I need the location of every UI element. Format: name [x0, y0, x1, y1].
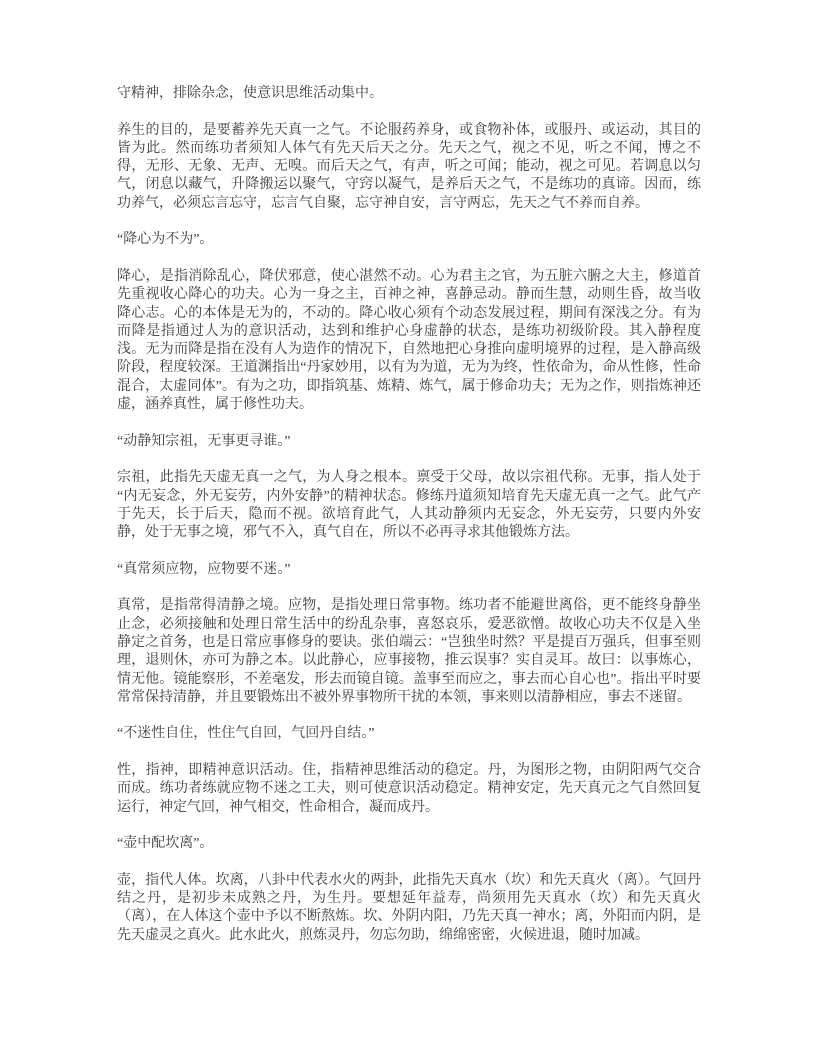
paragraph: 宗祖，此指先天虚无真一之气，为人身之根本。禀受于父母，故以宗祖代称。无事，指人处于“内无妄念，外无妄劳，内外安静”的精神状态。修练丹道须知培育先天虚无真一之气。此气产于先天，长于后天，隐而不视。欲培育此气，人其动静须内无妄念，外无妄劳，只要内外安静，处于无事之境，邪气不入，真气自在，所以不必再寻求其他锻炼方法。 — [117, 470, 701, 541]
paragraph: 壶，指代人体。坎离，八卦中代表水火的两卦，此指先天真水（坎）和先天真火（离）。气回丹结之丹，是初步未成熟之丹，为生丹。要想延年益寿，尚须用先天真水（坎）和先天真火（离），在人体这个壶中予以不断熬炼。坎、外阴内阳，乃先天真一神水；离，外阳而内阴，是先天虚灵之真火。此水此火，煎炼灵丹，勿忘勿助，绵绵密密，火候进退，随时加减。 — [117, 872, 701, 943]
paragraph: 真常，是指常得清静之境。应物，是指处理日常事物。练功者不能避世离俗，更不能终身静坐止念，必须接触和处理日常生活中的纷乱杂事，喜怒哀乐，爱恶欲憎。故收心功夫不仅是入坐静定之首务，也是日常应事修身的要诀。张伯端云：“岂独坐时然？平是提百万强兵，但事至则理，退则休，亦可为静之本。以此静心，应事接物，推云误事？实自灵耳。故曰：以事炼心，情无他。镜能察形，不差毫发，形去而镜自镜。盖事至而应之，事去而心自心也”。指出平时要常常保持清静，并且要锻炼出不被外界事物所干扰的本领，事来则以清静相应，事去不迷留。 — [117, 598, 701, 705]
quote-heading: “动静知宗祖，无事更寻谁。” — [117, 433, 291, 449]
quote-heading: “真常须应物，应物要不迷。” — [117, 561, 291, 577]
quote-heading: “壶中配坎离”。 — [117, 836, 214, 852]
paragraph: 性，指神，即精神意识活动。住，指精神思维活动的稳定。丹，为图形之物，由阴阳两气交合而成。练功者练就应物不迷之工夫，则可使意识活动稳定。精神安定，先天真元之气自然回复运行，神定气回，神气相交，性命相合，凝而成丹。 — [117, 762, 701, 815]
paragraph: 降心，是指消除乱心，降伏邪意，使心湛然不动。心为君主之官，为五脏六腑之大主，修道首先重视收心降心的功夫。心为一身之主，百神之神，喜静忌动。静而生慧，动则生昏，故当收降心志。心的本体是无为的，不动的。降心收心须有个动态发展过程，期间有深浅之分。有为而降是指通过人为的意识活动，达到和维护心身虚静的状态，是练功初级阶段。其入静程度浅。无为而降是指在没有人为造作的情况下，自然地把心身推向虚明境界的过程，是入静高级阶段，程度较深。王道渊指出“丹家妙用，以有为为道，无为为终，性依命为，命从性修，性命混合，太虚同体”。有为之功，即指筑基、炼精、炼气，属于修命功夫；无为之作，则指炼神还虚，涵养真性，属于修性功夫。 — [117, 268, 701, 413]
text-content — [117, 85, 701, 945]
paragraph: 守精神，排除杂念，使意识思维活动集中。 — [117, 86, 383, 101]
quote-heading: “不迷性自住，性住气自回，气回丹自结。” — [117, 726, 375, 742]
quote-heading: “降心为不为”。 — [117, 232, 214, 248]
paragraph: 养生的目的，是要蓄养先天真一之气。不论服药养身，或食物补体，或服丹、或运动，其目的皆为此。然而练功者须知人体气有先天后天之分。先天之气，视之不见，听之不闻，博之不得，无形、无象、无声、无嗅。而后天之气，有声，听之可闻；能动，视之可见。若调息以匀气，闭息以藏气，升降搬运以聚气，守窍以凝气，是养后天之气，不是练功的真谛。因而，练功养气，必须忘言忘守，忘言气自聚，忘守神自安，言守两忘，先天之气不养而自养。 — [117, 122, 701, 211]
